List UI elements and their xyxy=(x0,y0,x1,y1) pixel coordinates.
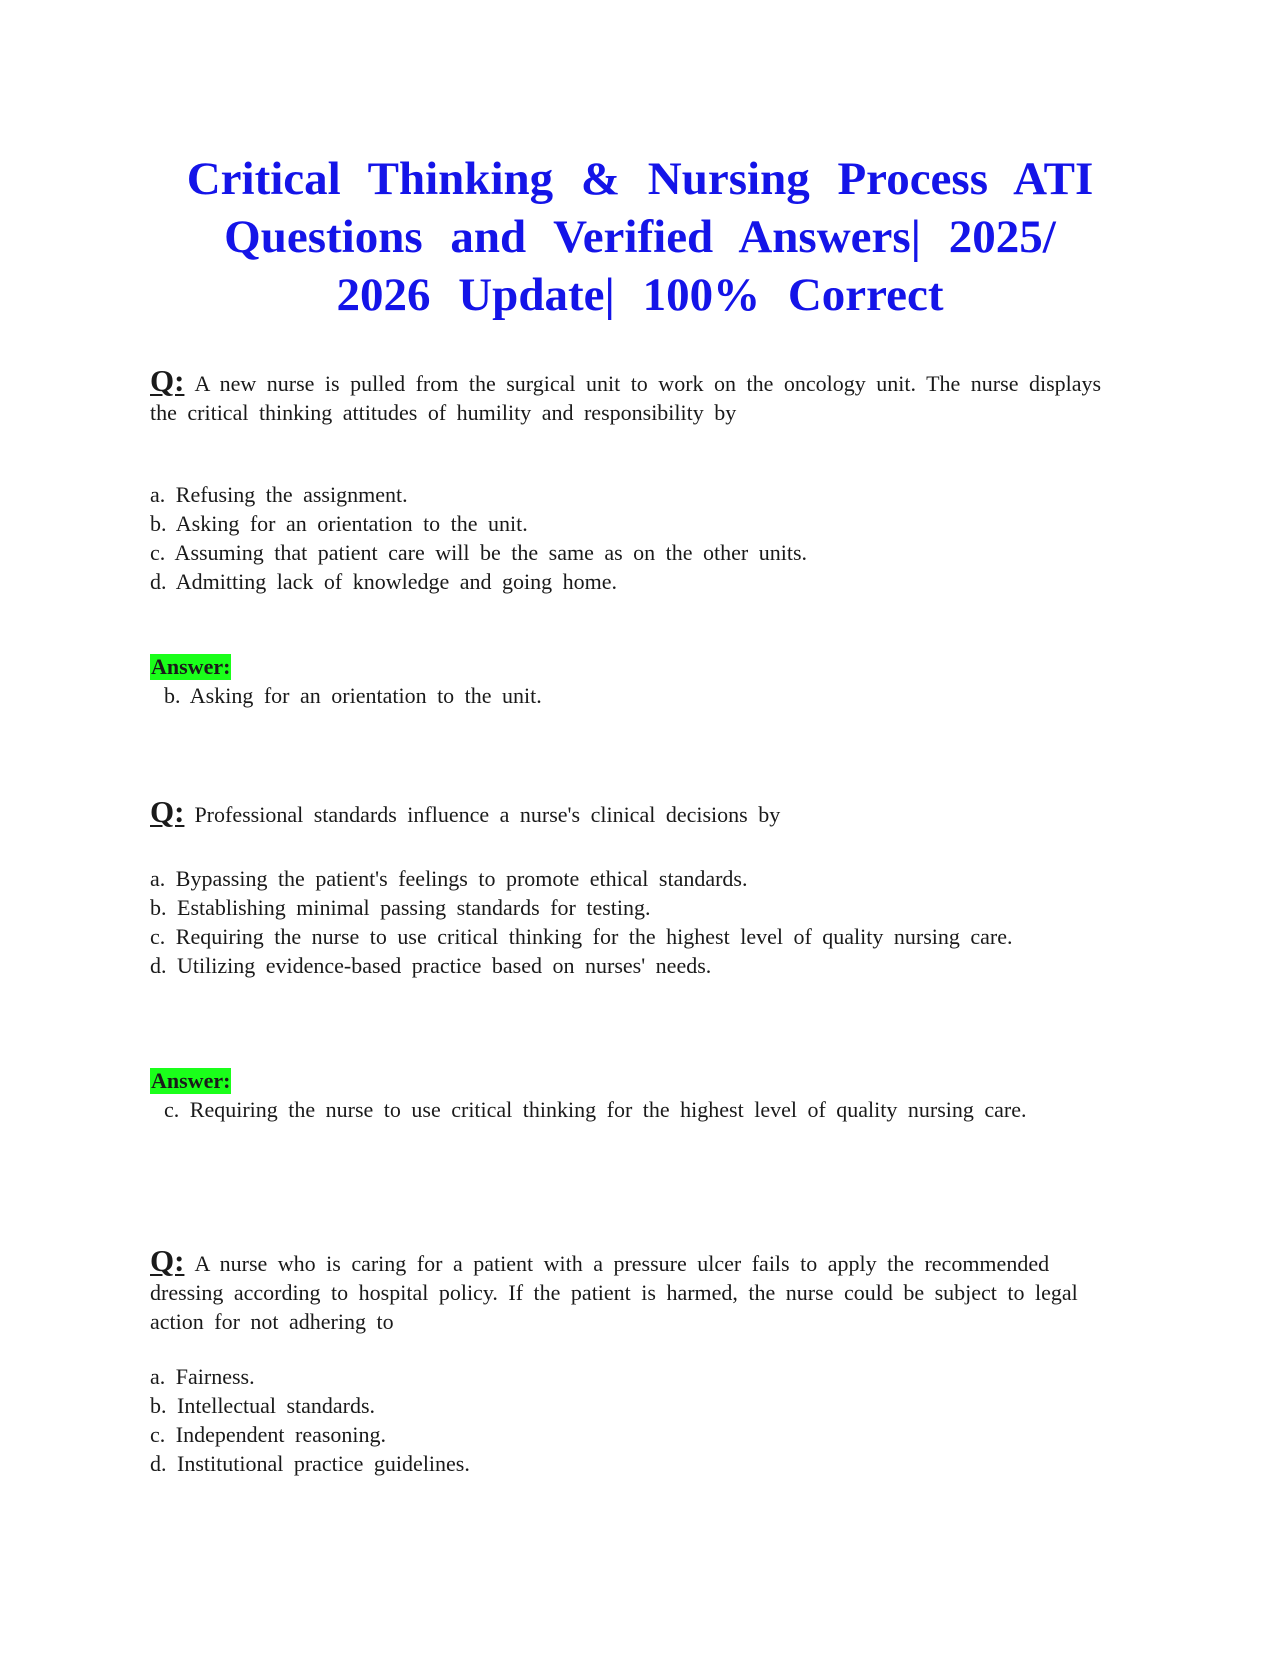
question-text: A new nurse is pulled from the surgical unit to work on the oncology unit. The nurse displays the critical thinking attitudes of humility and responsibility by xyxy=(150,371,1102,425)
question-label: Q: xyxy=(150,794,185,829)
question-label: Q: xyxy=(150,1243,185,1278)
answer-label: Answer: xyxy=(151,1068,231,1093)
option-c: c. Independent reasoning. xyxy=(150,1422,387,1447)
option-c: c. Assuming that patient care will be the same as on the other units. xyxy=(150,540,808,565)
option-d: d. Institutional practice guidelines. xyxy=(150,1451,470,1476)
answer-label: Answer: xyxy=(151,654,231,679)
question-1 xyxy=(150,363,1110,427)
option-a: a. Fairness. xyxy=(150,1364,255,1389)
option-b: b. Asking for an orientation to the unit. xyxy=(150,511,528,536)
option-d: d. Utilizing evidence-based practice based on nurses' needs. xyxy=(150,953,712,978)
question-label: Q: xyxy=(150,363,185,398)
title-line: Questions and Verified Answers| 2025/ xyxy=(224,211,1056,263)
answer-1 xyxy=(150,652,1110,710)
option-a: a. Refusing the assignment. xyxy=(150,482,408,507)
option-c: c. Requiring the nurse to use critical thinking for the highest level of quality nursing care. xyxy=(150,924,1013,949)
option-a: a. Bypassing the patient's feelings to promote ethical standards. xyxy=(150,866,748,891)
question-1-options xyxy=(150,480,1110,596)
title-line: Critical Thinking & Nursing Process ATI xyxy=(186,153,1094,205)
document-title xyxy=(140,150,1140,324)
answer-text: b. Asking for an orientation to the unit. xyxy=(164,683,542,708)
question-text: A nurse who is caring for a patient with a pressure ulcer fails to apply the recommended dressing according to hospital policy. If the patient is harmed, the nurse could be subject to legal action for not adhering to xyxy=(150,1251,1078,1334)
option-b: b. Intellectual standards. xyxy=(150,1393,376,1418)
option-d: d. Admitting lack of knowledge and going home. xyxy=(150,569,617,594)
question-text: Professional standards influence a nurse's clinical decisions by xyxy=(194,802,781,827)
answer-2 xyxy=(150,1066,1110,1124)
question-3-options xyxy=(150,1362,1110,1478)
option-b: b. Establishing minimal passing standards for testing. xyxy=(150,895,651,920)
title-line: 2026 Update| 100% Correct xyxy=(336,269,944,321)
question-3 xyxy=(150,1243,1110,1336)
question-2-options xyxy=(150,864,1110,980)
question-2 xyxy=(150,794,1110,829)
answer-text: c. Requiring the nurse to use critical thinking for the highest level of quality nursing care. xyxy=(164,1097,1027,1122)
